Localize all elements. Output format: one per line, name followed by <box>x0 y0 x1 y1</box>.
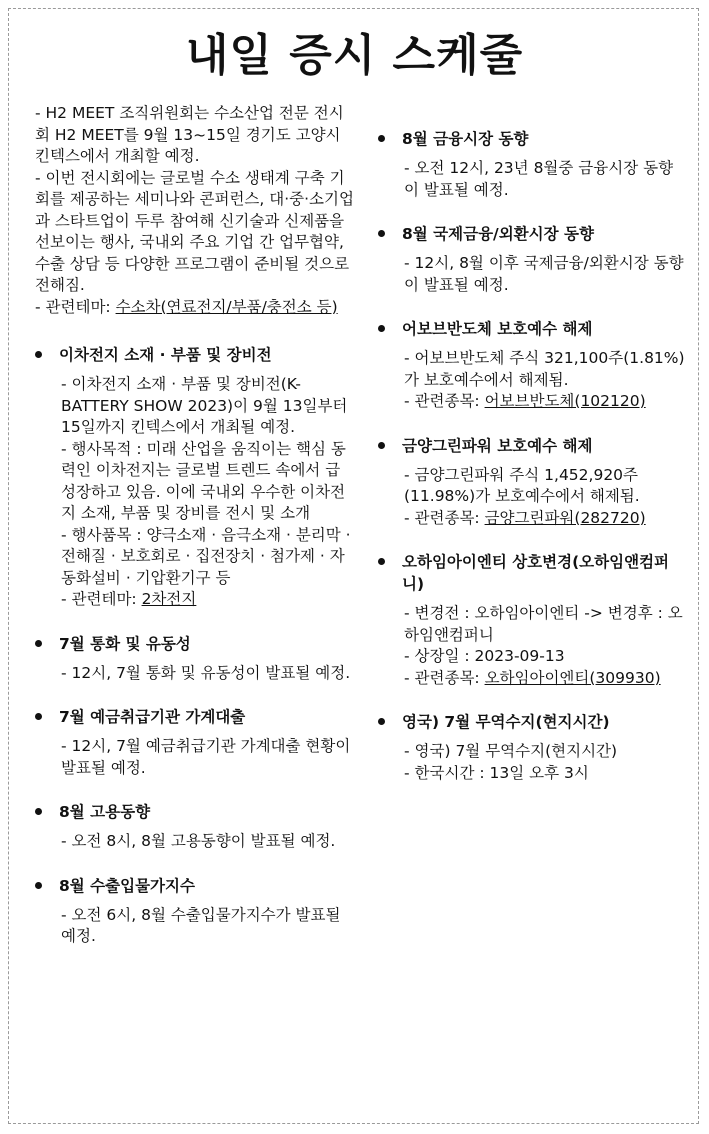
intro-line: - H2 MEET 조직위원회는 수소산업 전문 전시회 H2 MEET를 9월 13~15일 경기도 고양시 킨텍스에서 개최할 예정. <box>35 104 344 165</box>
schedule-section <box>378 711 688 784</box>
section-line: - 어보브반도체 주식 321,100주(1.81%)가 보호예수에서 해제됨. <box>404 349 685 389</box>
schedule-section <box>35 344 355 611</box>
section-ref-line: - 관련종목: 금양그린파워(282720) <box>404 508 646 527</box>
section-body <box>378 348 688 413</box>
intro-section <box>35 103 355 318</box>
schedule-section <box>35 633 355 685</box>
section-heading: 8월 고용동향 <box>35 801 355 823</box>
theme-link[interactable]: 2차전지 <box>141 590 197 608</box>
section-line: - 이차전지 소재 · 부품 및 장비전(K-BATTERY SHOW 2023)이 9월 13일부터 15일까지 킨텍스에서 개최될 예정. <box>61 375 348 436</box>
section-heading: 8월 국제금융/외환시장 동향 <box>378 223 688 245</box>
section-line: - 12시, 7월 예금취급기관 가계대출 현황이 발표될 예정. <box>61 737 351 777</box>
section-heading: 8월 수출입물가지수 <box>35 875 355 897</box>
page-title: 내일 증시 스케줄 <box>185 30 524 81</box>
bullet-icon <box>378 135 385 142</box>
schedule-section <box>378 318 688 413</box>
section-ref-line: - 관련테마: 2차전지 <box>61 590 197 608</box>
schedule-section <box>35 875 355 948</box>
section-line: - 오전 8시, 8월 고용동향이 발표될 예정. <box>61 832 336 850</box>
bullet-icon <box>35 713 42 720</box>
stock-link[interactable]: 어보브반도체(102120) <box>484 392 646 410</box>
section-line: - 오전 6시, 8월 수출입물가지수가 발표될 예정. <box>61 905 341 945</box>
section-line: - 오전 12시, 23년 8월중 금융시장 동향이 발표될 예정. <box>404 159 674 199</box>
section-heading: 7월 예금취급기관 가계대출 <box>35 706 355 728</box>
section-line: - 12시, 8월 이후 국제금융/외환시장 동향이 발표될 예정. <box>404 254 684 294</box>
section-line: - 행사품목 : 양극소재 · 음극소재 · 분리막 · 전해질 · 보호회로 · 집전장치 · 첨가제 · 자동화설비 · 기압환기구 등 <box>61 525 351 587</box>
bullet-icon <box>35 640 42 647</box>
stock-link[interactable]: 오하임아이엔티(309930) <box>484 668 661 687</box>
schedule-section <box>378 435 688 530</box>
section-line: - 금양그린파워 주식 1,452,920주(11.98%)가 보호예수에서 해제됨. <box>404 465 640 505</box>
section-heading: 7월 통화 및 유동성 <box>35 633 355 655</box>
section-body <box>35 736 355 779</box>
section-heading: 오하임아이엔티 상호변경(오하임앤컴퍼니) <box>378 551 688 595</box>
bullet-icon <box>378 558 385 565</box>
section-heading: 영국) 7월 무역수지(현지시간) <box>378 711 688 733</box>
section-body <box>378 741 688 784</box>
section-body <box>378 465 688 530</box>
stock-link[interactable]: 금양그린파워(282720) <box>484 508 646 527</box>
section-line: - 행사목적 : 미래 산업을 움직이는 핵심 동력인 이차전지는 글로벌 트렌드 속에서 급 성장하고 있음. 이에 국내외 우수한 이차전지 소재, 부품 및 장비를 전시 및 소개 <box>61 439 346 522</box>
section-line: - 변경전 : 오하임아이엔티 -> 변경후 : 오하임앤컴퍼니 <box>404 604 683 644</box>
left-column <box>35 103 355 970</box>
right-column <box>378 128 688 806</box>
schedule-section <box>378 551 688 689</box>
section-body <box>378 158 688 201</box>
section-body <box>35 905 355 948</box>
section-ref-line: - 관련종목: 어보브반도체(102120) <box>404 392 646 410</box>
section-heading: 어보브반도체 보호예수 해제 <box>378 318 688 340</box>
bullet-icon <box>378 442 385 449</box>
intro-theme-line <box>35 297 355 319</box>
section-body <box>378 603 688 689</box>
schedule-section <box>35 801 355 853</box>
bullet-icon <box>378 325 385 332</box>
bullet-icon <box>35 808 42 815</box>
section-body <box>378 253 688 296</box>
schedule-section <box>35 706 355 779</box>
section-body <box>35 831 355 853</box>
bullet-icon <box>378 718 385 725</box>
section-line: - 한국시간 : 13일 오후 3시 <box>404 763 589 782</box>
section-ref-line: - 관련종목: 오하임아이엔티(309930) <box>404 668 661 687</box>
schedule-section <box>378 128 688 201</box>
section-line: - 12시, 7월 통화 및 유동성이 발표될 예정. <box>61 663 351 682</box>
bullet-icon <box>35 351 42 358</box>
intro-line: - 이번 전시회에는 글로벌 수소 생태계 구축 기회를 제공하는 세미나와 콘퍼런스, 대·중·소기업과 스타트업이 두루 참여해 신기술과 신제품을 선보이는 행사, 국내외 주요 기업 간 업무협약, 수출 상담 등 다양한 프로그램이 준비될 것으로 전해짐. <box>35 168 354 294</box>
bullet-icon <box>35 882 42 889</box>
schedule-section <box>378 223 688 296</box>
section-heading: 금양그린파워 보호예수 해제 <box>378 435 688 457</box>
section-line: - 상장일 : 2023-09-13 <box>404 647 565 665</box>
section-body <box>35 663 355 685</box>
theme-prefix: - 관련테마: <box>35 297 116 316</box>
theme-link[interactable]: 수소차(연료전지/부품/충전소 등) <box>115 297 338 316</box>
section-heading: 8월 금융시장 동향 <box>378 128 688 150</box>
section-line: - 영국) 7월 무역수지(현지시간) <box>404 742 618 760</box>
bullet-icon <box>378 230 385 237</box>
section-heading: 이차전지 소재 · 부품 및 장비전 <box>35 344 355 366</box>
section-body <box>35 374 355 611</box>
